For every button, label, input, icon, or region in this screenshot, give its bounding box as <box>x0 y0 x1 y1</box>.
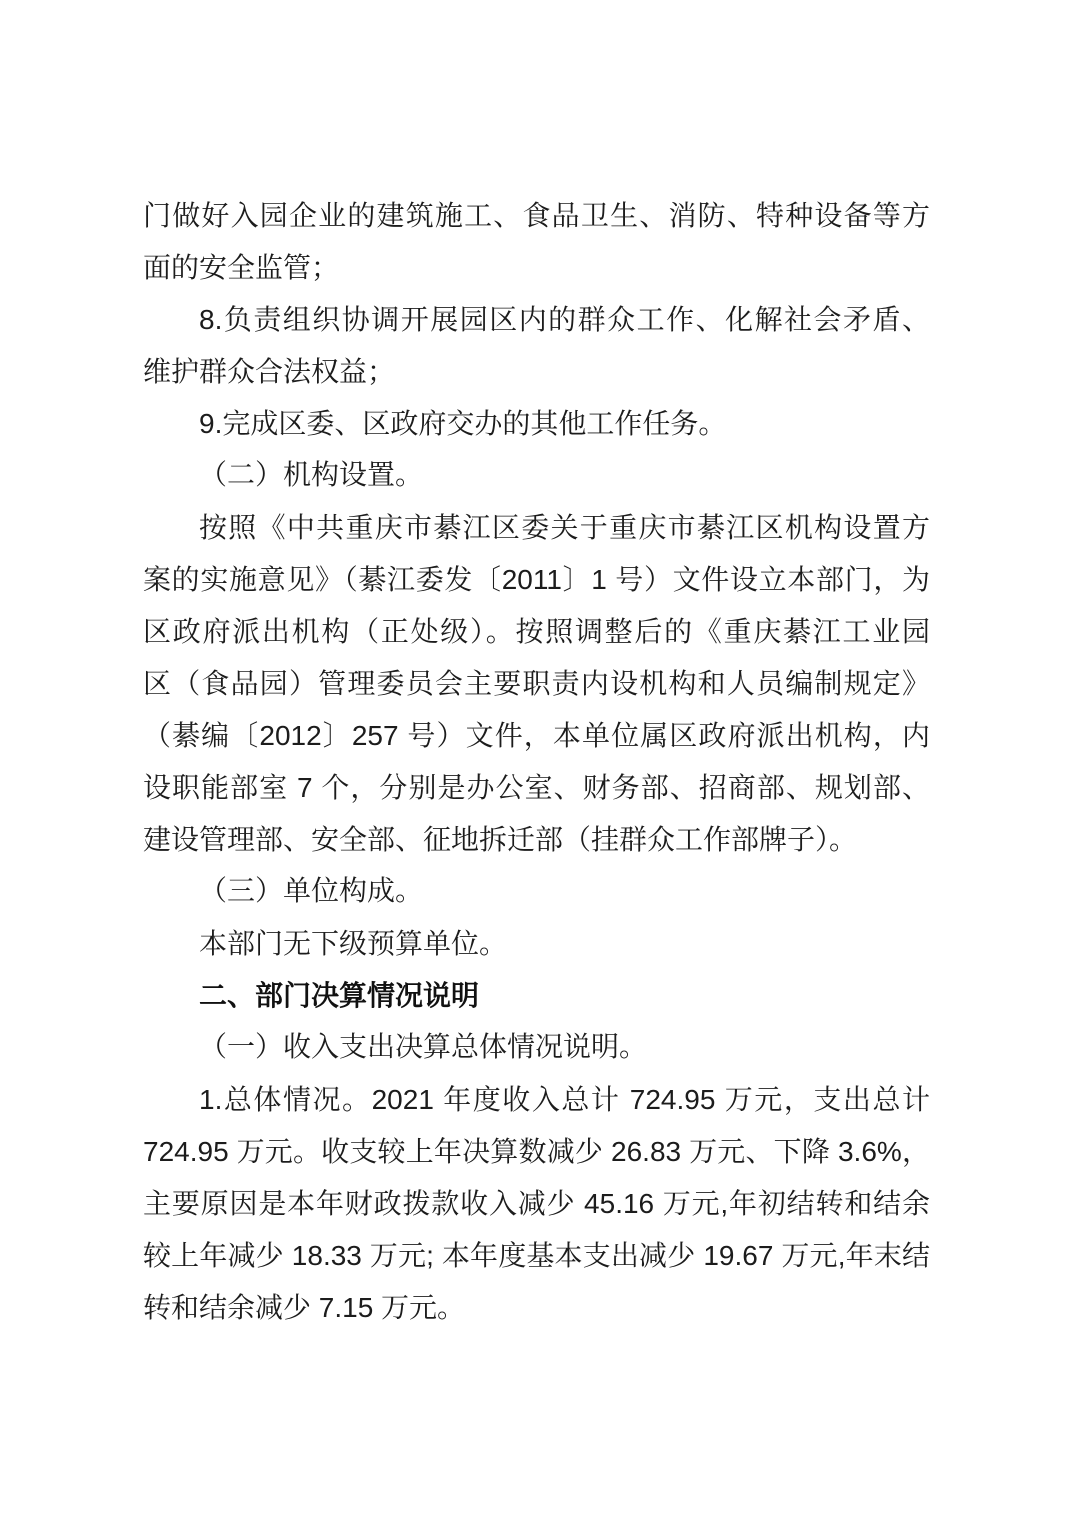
document-line: 门做好入园企业的建筑施工、食品卫生、消防、特种设备等方 <box>143 200 930 231</box>
document-line: 按照《中共重庆市綦江区委关于重庆市綦江区机构设置方 <box>199 512 930 543</box>
document-line: 8.负责组织协调开展园区内的群众工作、化解社会矛盾、 <box>199 304 930 335</box>
document-line: （一）收入支出决算总体情况说明。 <box>199 1032 648 1063</box>
document-line: 区政府派出机构（正处级）。按照调整后的《重庆綦江工业园 <box>143 616 930 647</box>
document-line: （二）机构设置。 <box>199 460 424 491</box>
document-line: 主要原因是本年财政拨款收入减少 45.16 万元,年初结转和结余 <box>143 1188 930 1219</box>
document-line: （綦编〔2012〕257 号）文件，本单位属区政府派出机构，内 <box>143 720 930 751</box>
document-line: 本部门无下级预算单位。 <box>199 928 508 959</box>
document-line: 二、部门决算情况说明 <box>199 980 480 1011</box>
document-line: 区（食品园）管理委员会主要职责内设机构和人员编制规定》 <box>143 668 930 699</box>
document-line: 案的实施意见》（綦江委发〔2011〕1 号）文件设立本部门，为 <box>143 564 930 595</box>
document-line: （三）单位构成。 <box>199 876 424 907</box>
document-line: 较上年减少 18.33 万元; 本年度基本支出减少 19.67 万元,年末结 <box>143 1240 930 1271</box>
document-line: 建设管理部、安全部、征地拆迁部（挂群众工作部牌子）。 <box>143 824 858 855</box>
document-line: 面的安全监管； <box>143 252 340 283</box>
document-line: 维护群众合法权益； <box>143 356 396 387</box>
document-line: 9.完成区委、区政府交办的其他工作任务。 <box>199 408 727 439</box>
document-line: 设职能部室 7 个，分别是办公室、财务部、招商部、规划部、 <box>143 772 930 803</box>
document-line: 转和结余减少 7.15 万元。 <box>143 1292 466 1323</box>
document-line: 724.95 万元。收支较上年决算数减少 26.83 万元、下降 3.6%， <box>143 1136 930 1167</box>
document-line: 1.总体情况。2021 年度收入总计 724.95 万元，支出总计 <box>199 1084 930 1115</box>
